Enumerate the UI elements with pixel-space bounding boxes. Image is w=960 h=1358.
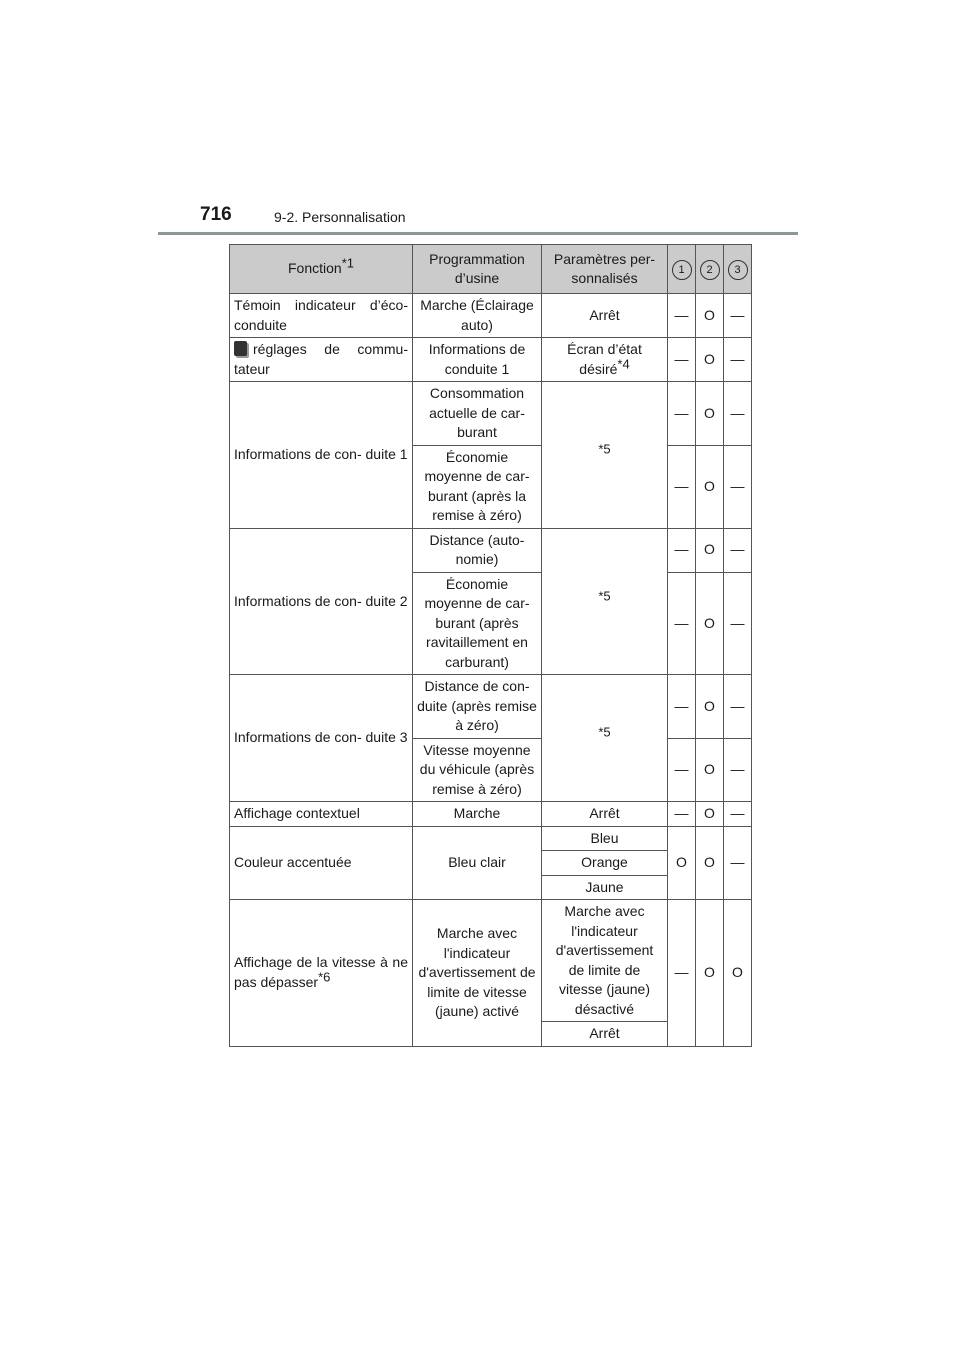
mark-3: — [724, 382, 752, 446]
mark-3: — [724, 675, 752, 739]
table-row [230, 826, 752, 851]
customization-table [229, 244, 752, 1047]
mark-1: — [668, 382, 696, 446]
header-function: Fonction$^{*1}$ [230, 245, 413, 294]
mark-3: — [724, 738, 752, 802]
mark-1: — [668, 445, 696, 528]
header-rule [158, 232, 798, 235]
table-row [230, 802, 752, 827]
header-custom: Paramètres per- sonnalisés [542, 245, 668, 294]
table-row [230, 382, 752, 446]
custom-note-cell: *5 [542, 528, 668, 675]
factory-cell: Économie moyenne de car- burant (après ravitaillement en carburant) [413, 572, 542, 675]
mark-3: — [724, 338, 752, 382]
mark-1: — [668, 528, 696, 572]
factory-cell: Distance de con- duite (après remise à zéro) [413, 675, 542, 739]
header-col-2 [696, 245, 724, 294]
mark-1: — [668, 738, 696, 802]
section-title: 9-2. Personnalisation [274, 209, 406, 225]
function-cell: Affichage de la vitesse à ne pas dépasser$^{*6}$ [230, 900, 413, 1047]
mark-2: O [696, 802, 724, 827]
table-header-row [230, 245, 752, 294]
mark-3: — [724, 528, 752, 572]
mark-3: — [724, 294, 752, 338]
table-row [230, 294, 752, 338]
custom-note-cell: *5 [542, 382, 668, 529]
factory-cell: Distance (auto- nomie) [413, 528, 542, 572]
table-row [230, 900, 752, 1022]
mark-2: O [696, 294, 724, 338]
custom-cell: Jaune [542, 875, 668, 900]
factory-cell: Bleu clair [413, 826, 542, 900]
mark-3: O [724, 900, 752, 1047]
table-row [230, 338, 752, 382]
custom-cell: Arrêt [542, 802, 668, 827]
mark-2: O [696, 572, 724, 675]
mark-3: — [724, 802, 752, 827]
custom-note-cell: *5 [542, 675, 668, 802]
custom-cell: Bleu [542, 826, 668, 851]
header-factory: Programmation d’usine [413, 245, 542, 294]
mark-1: — [668, 675, 696, 739]
switch-icon [234, 341, 247, 356]
factory-cell: Vitesse moyenne du véhicule (après remise à zéro) [413, 738, 542, 802]
header-col-3 [724, 245, 752, 294]
page-number: 716 [200, 204, 232, 225]
function-cell: Couleur accentuée [230, 826, 413, 900]
mark-2: O [696, 900, 724, 1047]
mark-3: — [724, 826, 752, 900]
table-row [230, 675, 752, 739]
circle-1-icon: 1 [672, 260, 692, 280]
mark-1: — [668, 294, 696, 338]
mark-3: — [724, 445, 752, 528]
circle-2-icon: 2 [700, 260, 720, 280]
mark-1: — [668, 802, 696, 827]
mark-2: O [696, 675, 724, 739]
factory-cell: Informations de conduite 1 [413, 338, 542, 382]
mark-1: — [668, 900, 696, 1047]
custom-cell: Orange [542, 851, 668, 876]
function-cell: Informations de con- duite 2 [230, 528, 413, 675]
factory-cell: Marche [413, 802, 542, 827]
custom-cell: Écran d’état désiré$^{*4}$ [542, 338, 668, 382]
mark-2: O [696, 382, 724, 446]
mark-1: O [668, 826, 696, 900]
mark-3: — [724, 572, 752, 675]
mark-2: O [696, 338, 724, 382]
factory-cell: Consommation actuelle de car- burant [413, 382, 542, 446]
mark-2: O [696, 528, 724, 572]
mark-1: — [668, 338, 696, 382]
custom-cell: Arrêt [542, 294, 668, 338]
custom-cell: Arrêt [542, 1022, 668, 1047]
mark-2: O [696, 826, 724, 900]
function-cell: Affichage contextuel [230, 802, 413, 827]
header-col-1 [668, 245, 696, 294]
function-cell: Informations de con- duite 3 [230, 675, 413, 802]
factory-cell: Économie moyenne de car- burant (après la remise à zéro) [413, 445, 542, 528]
factory-cell: Marche (Éclairage auto) [413, 294, 542, 338]
custom-cell: Marche avec l'indicateur d'avertissement de limite de vitesse (jaune) désactivé [542, 900, 668, 1022]
mark-1: — [668, 572, 696, 675]
factory-cell: Marche avec l'indicateur d'avertissement de limite de vitesse (jaune) activé [413, 900, 542, 1047]
circle-3-icon: 3 [728, 260, 748, 280]
function-cell: Informations de con- duite 1 [230, 382, 413, 529]
function-cell: Témoin indicateur d’éco- conduite [230, 294, 413, 338]
table-row [230, 528, 752, 572]
function-cell: réglages de commu- tateur [230, 338, 413, 382]
mark-2: O [696, 445, 724, 528]
mark-2: O [696, 738, 724, 802]
